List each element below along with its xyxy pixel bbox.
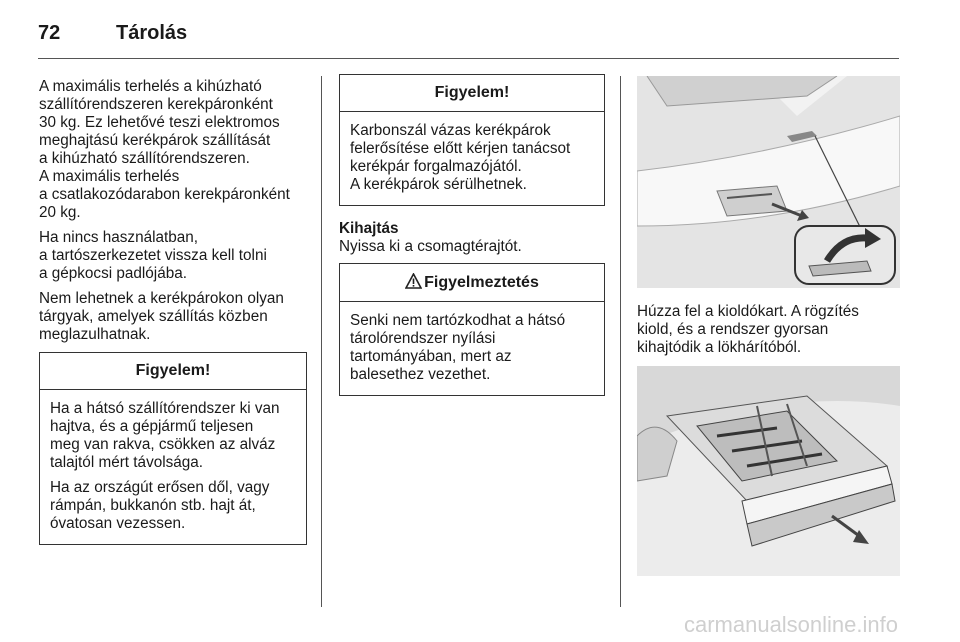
notice-title: Figyelem! (40, 353, 306, 390)
notice-text: Karbonszál vázas kerékpárok felerősítése előtt kérjen tanácsot kerékpár forgalmazójától. A kerékpárok sérülhetnek. (350, 122, 571, 193)
warning-text: Senki nem tartózkodhat a hátsó tárolórendszer nyílási tartományában, mert az balesethez vezethet. (350, 312, 566, 383)
paragraph-not-in-use: Ha nincs használatban, a tartószerkezetet vissza kell tolni a gépkocsi padlójába. (39, 229, 267, 282)
column-2 (339, 74, 605, 396)
notice-paragraph: Ha a hátsó szállítórendszer ki van hajtva, és a gépjármű teljesen meg van rakva, csökken az alváz talajtól mért távolsága. (50, 400, 280, 471)
paragraph-load-limits: A maximális terhelés a kihúzható szállítórendszeren kerekpáronként 30 kg. Ez lehetővé teszi elektromos meghajtású kerékpárok szállítását a kihúzható szállítórendszeren. A maximális terhelés a csatlakozódarabon kerekpáronként 20 kg. (39, 78, 290, 221)
header-divider (38, 58, 899, 59)
notice-box-ground-clearance (39, 352, 307, 545)
column-divider-2 (620, 76, 621, 607)
chapter-title: Tárolás (116, 22, 188, 44)
notice-paragraph: Ha az országút erősen dől, vagy rámpán, bukkanón stb. hajt át, óvatosan vezessen. (50, 479, 270, 532)
warning-title: Figyelmeztetés (424, 274, 539, 291)
page-number: 72 (38, 22, 61, 44)
warning-triangle-icon (405, 273, 422, 289)
instruction-open-tailgate: Nyissa ki a csomagtérajtót. (339, 238, 522, 255)
notice-box-carbon-frames (339, 74, 605, 206)
column-divider-1 (321, 76, 322, 607)
warning-title-row (340, 264, 604, 302)
watermark: carmanualsonline.info (683, 612, 898, 637)
caption-release-lever: Húzza fel a kioldókart. A rögzítés kiold, és a rendszer gyorsan kihajtódik a lökhárítóból. (637, 303, 859, 356)
section-heading-unfolding: Kihajtás (339, 220, 399, 237)
notice-title: Figyelem! (340, 75, 604, 112)
illustration-carrier-extended (637, 366, 900, 576)
illustration-release-lever (637, 76, 900, 288)
warning-box (339, 263, 605, 396)
column-1 (39, 78, 307, 545)
paragraph-loose-objects: Nem lehetnek a kerékpárokon olyan tárgyak, amelyek szállítás közben meglazulhatnak. (39, 290, 284, 343)
